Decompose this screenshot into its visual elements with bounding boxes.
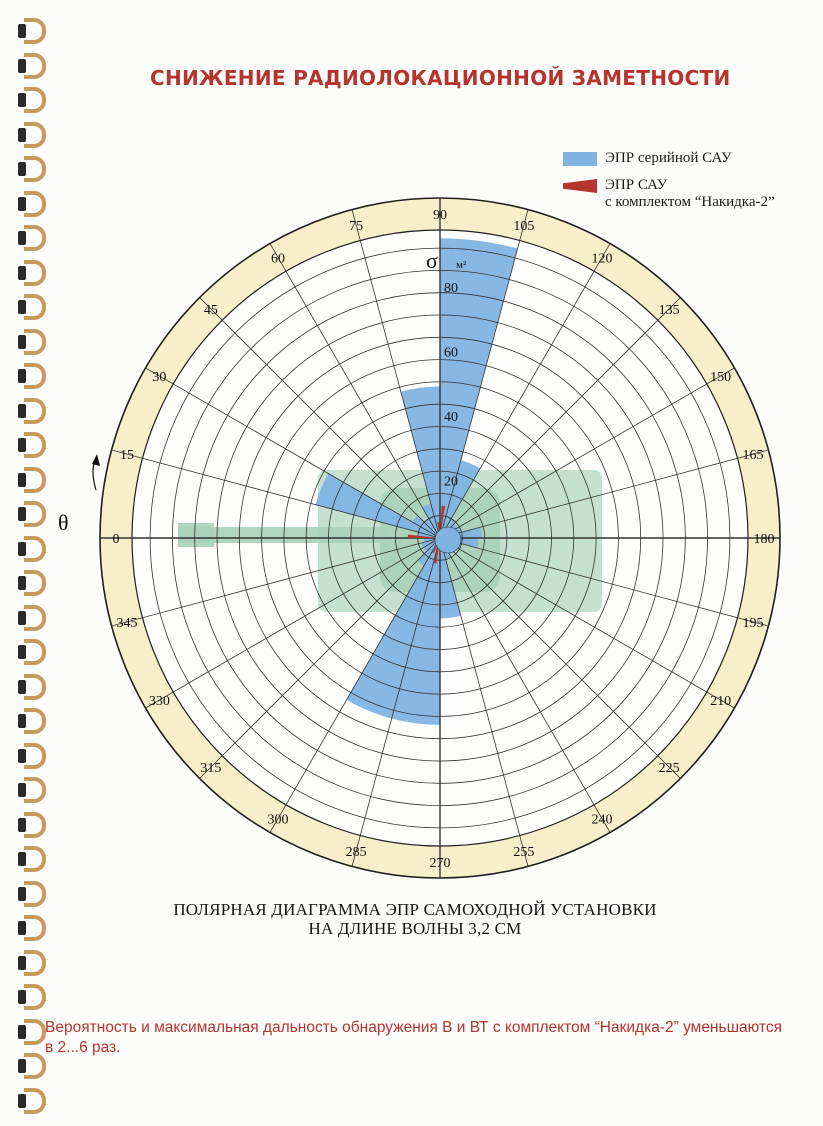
vehicle-gun-muzzle bbox=[178, 523, 214, 547]
angle-tick-label: 45 bbox=[203, 302, 218, 318]
radius-tick-label: 40 bbox=[444, 410, 458, 426]
legend-label-nakidka-line2: с комплектом “Накидка-2” bbox=[605, 194, 775, 210]
angle-tick-label: 255 bbox=[513, 844, 535, 860]
chart-caption bbox=[90, 900, 740, 938]
caption-line-1: ПОЛЯРНАЯ ДИАГРАММА ЭПР САМОХОДНОЙ УСТАНОВКИ bbox=[173, 900, 657, 919]
radius-tick-label: 80 bbox=[444, 281, 458, 297]
radius-unit-label: м² bbox=[456, 259, 467, 271]
page-title: СНИЖЕНИЕ РАДИОЛОКАЦИОННОЙ ЗАМЕТНОСТИ bbox=[150, 66, 731, 90]
angle-tick-label: 60 bbox=[271, 251, 285, 267]
radius-axis-symbol: σ bbox=[426, 248, 438, 273]
angle-tick-label: 135 bbox=[658, 302, 680, 318]
angle-tick-label: 195 bbox=[742, 615, 764, 631]
angle-tick-label: 240 bbox=[591, 812, 613, 828]
radius-tick-label: 60 bbox=[444, 345, 458, 361]
angle-tick-label: 300 bbox=[267, 812, 289, 828]
angle-tick-label: 75 bbox=[349, 219, 364, 235]
detection-note: Вероятность и максимальная дальность обнаружения В и ВТ с комплектом “Накидка-2” уменьшаются в 2...6 раз. bbox=[45, 1019, 782, 1056]
angle-tick-label: 0 bbox=[112, 532, 120, 547]
angle-tick-label: 30 bbox=[152, 370, 167, 385]
angle-tick-label: 15 bbox=[120, 448, 135, 464]
radius-tick-label: 20 bbox=[444, 474, 458, 490]
angle-tick-label: 330 bbox=[148, 694, 170, 709]
angle-tick-label: 120 bbox=[591, 251, 613, 267]
legend-label-serial: ЭПР серийной САУ bbox=[605, 150, 732, 166]
angle-tick-label: 90 bbox=[433, 208, 447, 223]
angle-tick-label: 105 bbox=[513, 219, 535, 235]
center-hub bbox=[435, 527, 461, 553]
angle-tick-label: 150 bbox=[710, 370, 732, 385]
angle-tick-label: 285 bbox=[345, 844, 367, 860]
angle-tick-label: 210 bbox=[710, 694, 732, 709]
angle-tick-label: 315 bbox=[200, 761, 222, 777]
angle-tick-label: 180 bbox=[753, 532, 775, 547]
legend-label-nakidka-line1: ЭПР САУ bbox=[605, 177, 668, 193]
caption-line-2: НА ДЛИНЕ ВОЛНЫ 3,2 СМ bbox=[308, 919, 522, 938]
angle-tick-label: 165 bbox=[742, 448, 764, 464]
angle-direction-arrowhead bbox=[92, 454, 100, 466]
angle-tick-label: 225 bbox=[658, 761, 680, 777]
angle-tick-label: 270 bbox=[429, 856, 451, 871]
angle-tick-label: 345 bbox=[116, 615, 138, 631]
angle-axis-symbol: θ bbox=[58, 510, 69, 535]
